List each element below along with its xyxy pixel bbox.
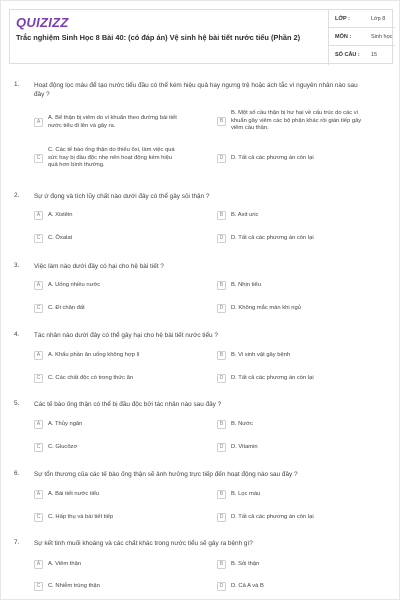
meta-key: SỐ CÂU : [335,52,360,58]
option-letter: B [217,420,226,429]
option-text: A. Xistêin [48,212,73,218]
option-letter: C [34,154,43,163]
option-letter: A [34,420,43,429]
option-letter: D [217,443,226,452]
option-text: B. Lọc máu [231,491,261,497]
question-number: 6. [14,470,20,477]
option-letter: B [217,211,226,220]
option-letter: A [34,490,43,499]
question-text: Sự kết tinh muối khoáng và các chất khác trong nước tiểu sẽ gây ra bệnh gì? [34,540,253,547]
worksheet-header [9,9,393,64]
quizizz-logo: QUIZIZZ [16,15,69,30]
option-letter: D [217,582,226,591]
meta-table [328,10,394,65]
option-letter: D [217,234,226,243]
question-number: 5. [14,400,20,407]
option-letter: B [217,351,226,360]
option-text [48,115,177,130]
option-text: D. Vitamin [231,444,258,450]
option-letter: D [217,374,226,383]
option-text: C. Ôxalat [48,235,73,241]
option-text: C. Đi chân đất [48,305,85,311]
option-text: C. Glucôzơ [48,444,78,450]
option-letter: D [217,513,226,522]
option-letter: A [34,211,43,220]
option-line: khuẩn gây viêm các bộ phận khác rồi gián tiếp gây [231,117,362,124]
meta-row-subject [329,28,395,46]
question-line: Hoạt động lọc máu để tạo nước tiểu đầu có thể kém hiệu quả hay ngưng trệ hoặc ách tắc vì nguyên nhân nào sau [34,82,358,89]
option-text: A. Viêm thận [48,561,82,567]
question-text: Tác nhân nào dưới đây có thể gây hại cho hệ bài tiết nước tiểu ? [34,332,218,339]
option-text: B. Axit uric [231,212,259,218]
option-text: B. Nhịn tiểu [231,282,261,288]
option-text: A. Thủy ngân [48,421,83,427]
option-letter: A [34,560,43,569]
option-line: B. Một số cầu thận bị hư hại về cấu trúc do các vi [231,110,358,116]
option-letter: A [34,351,43,360]
option-letter: B [217,490,226,499]
option-line: A. Bể thận bị viêm do vi khuẩn theo đường bài tiết [48,115,177,121]
meta-row-class [329,10,395,28]
option-text: B. Vi sinh vật gây bệnh [231,352,291,358]
option-letter: C [34,234,43,243]
question-number: 1. [14,81,20,88]
meta-value: Lớp 8 [371,16,386,22]
option-letter: A [34,118,43,127]
meta-key: MÔN : [335,34,352,40]
option-letter: B [217,117,226,126]
option-letter: C [34,304,43,313]
option-text: C. Hấp thụ và bài tiết tiếp [48,514,114,520]
question-text: Sự tổn thương của các tế bào ống thận sẽ ảnh hưởng trực tiếp đến hoạt động nào sau đây ? [34,471,298,478]
worksheet-title: Trắc nghiệm Sinh Học 8 Bài 40: (có đáp án) Vệ sinh hệ bài tiết nước tiểu (Phần 2) [16,33,301,42]
option-text: B. Nước [231,421,253,427]
option-text: A. Khẩu phần ăn uống không hợp lí [48,352,140,358]
option-line: quả hơn bình thường. [48,162,105,169]
option-line: sức hay bị đầu độc nhẹ nên hoạt động kém hiệu [48,154,173,161]
question-text: Việc làm nào dưới đây có hại cho hệ bài tiết ? [34,263,164,270]
option-letter: D [217,304,226,313]
option-text: C. Các chất độc có trong thức ăn [48,375,134,381]
option-text: D. Tất cả các phương án còn lại [231,235,314,241]
option-text [231,110,361,133]
option-text: C. Nhiễm trùng thận [48,583,100,589]
option-text [48,147,175,170]
meta-row-count [329,46,395,65]
option-letter: B [217,281,226,290]
question-text: Các tế bào ống thận có thể bị đầu độc bởi tác nhân nào sau đây ? [34,401,222,408]
option-text: D. Cả A và B [231,583,264,589]
meta-key: LỚP : [335,16,350,22]
question-number: 2. [14,192,20,199]
question-number: 4. [14,331,20,338]
option-letter: C [34,443,43,452]
question-text: Sự ứ đọng và tích lũy chất nào dưới đây có thể gây sỏi thận ? [34,193,210,200]
option-line: C. Các tế bào ống thận do thiếu ôxi, làm việc quá [48,147,175,153]
option-letter: B [217,560,226,569]
meta-value: Sinh học [371,34,393,40]
question-text [34,81,364,99]
option-text: A. Uống nhiều nước [48,282,101,288]
option-letter: C [34,374,43,383]
option-text: D. Tất cả các phương án còn lại [231,514,314,520]
option-text: A. Bài tiết nước tiểu [48,491,100,497]
option-line: nước tiểu đi lên và gây ra. [48,122,116,129]
option-letter: D [217,154,226,163]
option-text: D. Tất cả các phương án còn lại [231,375,314,381]
meta-value: 15 [371,52,378,58]
option-text: D. Tất cả các phương án còn lại [231,155,314,161]
question-number: 7. [14,539,20,546]
option-letter: C [34,582,43,591]
option-text: D. Không mắc màn khi ngủ [231,305,301,311]
option-letter: A [34,281,43,290]
option-text: B. Sỏi thận [231,561,260,567]
option-line: viêm cầu thận. [231,125,269,132]
option-letter: C [34,513,43,522]
question-line: đây ? [34,91,50,98]
question-number: 3. [14,262,20,269]
